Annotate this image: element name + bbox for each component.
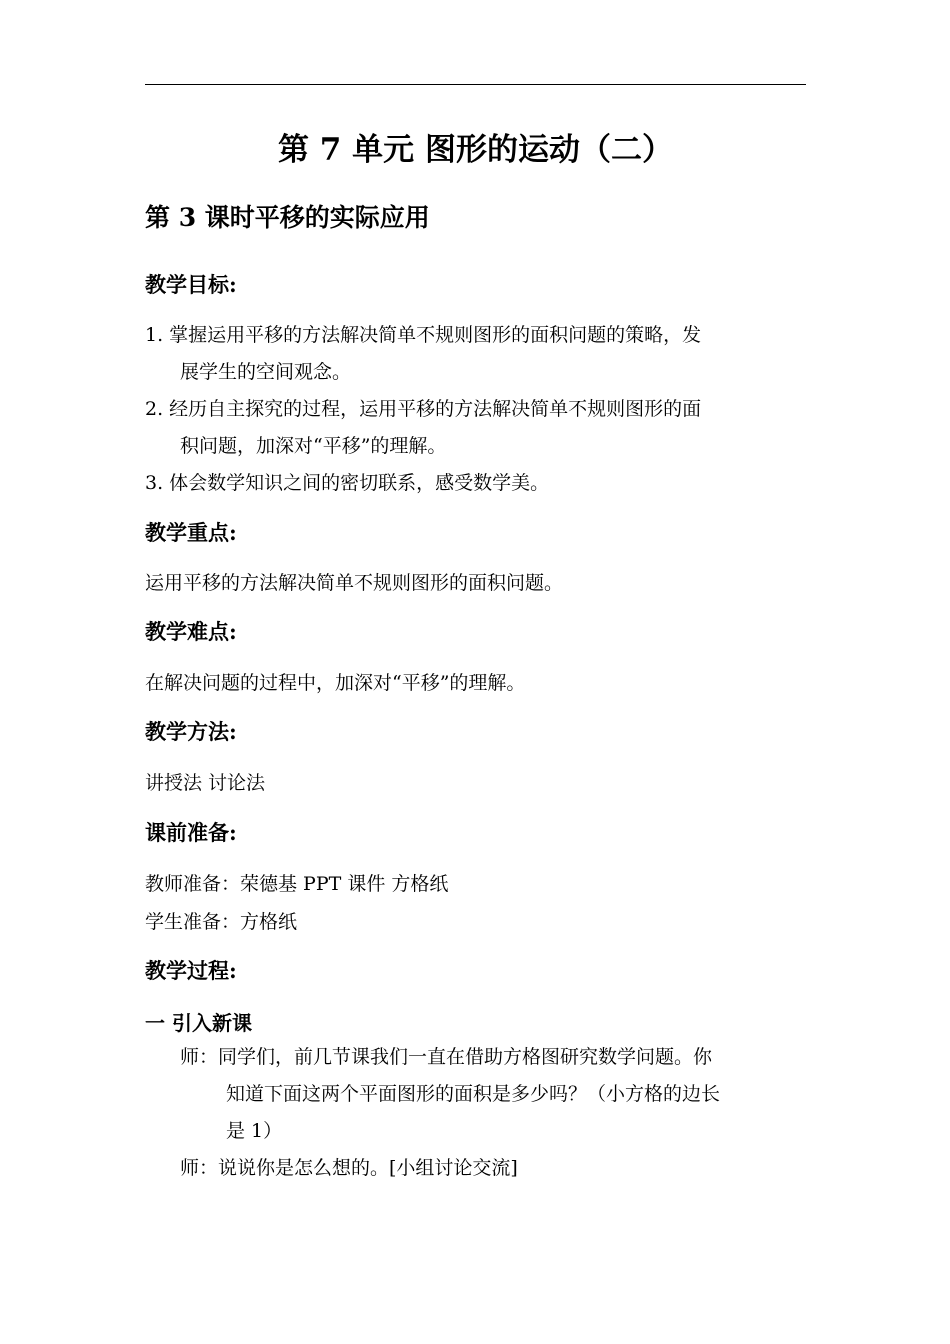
objectives-heading: 教学目标: xyxy=(145,272,237,297)
student-prep-text: 学生准备：方格纸 xyxy=(145,911,298,933)
dialog-1-line-1: 师：同学们，前几节课我们一直在借助方格图研究数学问题。你 xyxy=(180,1046,713,1068)
objective-3-line-1: 3. 体会数学知识之间的密切联系，感受数学美。 xyxy=(145,472,550,494)
teacher-prep-text: 教师准备：荣德基 PPT 课件 方格纸 xyxy=(145,873,449,895)
difficulties-heading: 教学难点: xyxy=(145,619,237,644)
key-points-text: 运用平移的方法解决简单不规则图形的面积问题。 xyxy=(145,572,564,594)
difficulties-text: 在解决问题的过程中，加深对“平移”的理解。 xyxy=(145,672,526,694)
process-heading: 教学过程: xyxy=(145,958,237,983)
header-rule xyxy=(145,84,806,85)
dialog-1-line-3: 是 1） xyxy=(226,1120,283,1142)
methods-text: 讲授法 讨论法 xyxy=(145,772,266,794)
part-one-title: 一 引入新课 xyxy=(145,1011,252,1035)
dialog-2-line-1: 师：说说你是怎么想的。[小组讨论交流] xyxy=(180,1157,518,1179)
dialog-1 xyxy=(180,1039,820,1150)
key-points-heading: 教学重点: xyxy=(145,520,237,545)
lesson-subtitle: 第 3 课时平移的实际应用 xyxy=(145,203,430,232)
methods-heading: 教学方法: xyxy=(145,719,237,744)
unit-title: 第 7 单元 图形的运动（二） xyxy=(278,132,673,168)
objective-1-line-2: 展学生的空间观念。 xyxy=(180,361,352,383)
dialog-1-line-2: 知道下面这两个平面图形的面积是多少吗？（小方格的边长 xyxy=(226,1083,721,1105)
objective-1-line-1: 1. 掌握运用平移的方法解决简单不规则图形的面积问题的策略，发 xyxy=(145,324,702,346)
preparation-heading: 课前准备: xyxy=(145,820,237,845)
objective-2-line-2: 积问题，加深对“平移”的理解。 xyxy=(180,435,447,457)
objective-2-line-1: 2. 经历自主探究的过程，运用平移的方法解决简单不规则图形的面 xyxy=(145,398,702,420)
dialog-2 xyxy=(180,1150,820,1187)
objectives-list xyxy=(145,317,806,502)
